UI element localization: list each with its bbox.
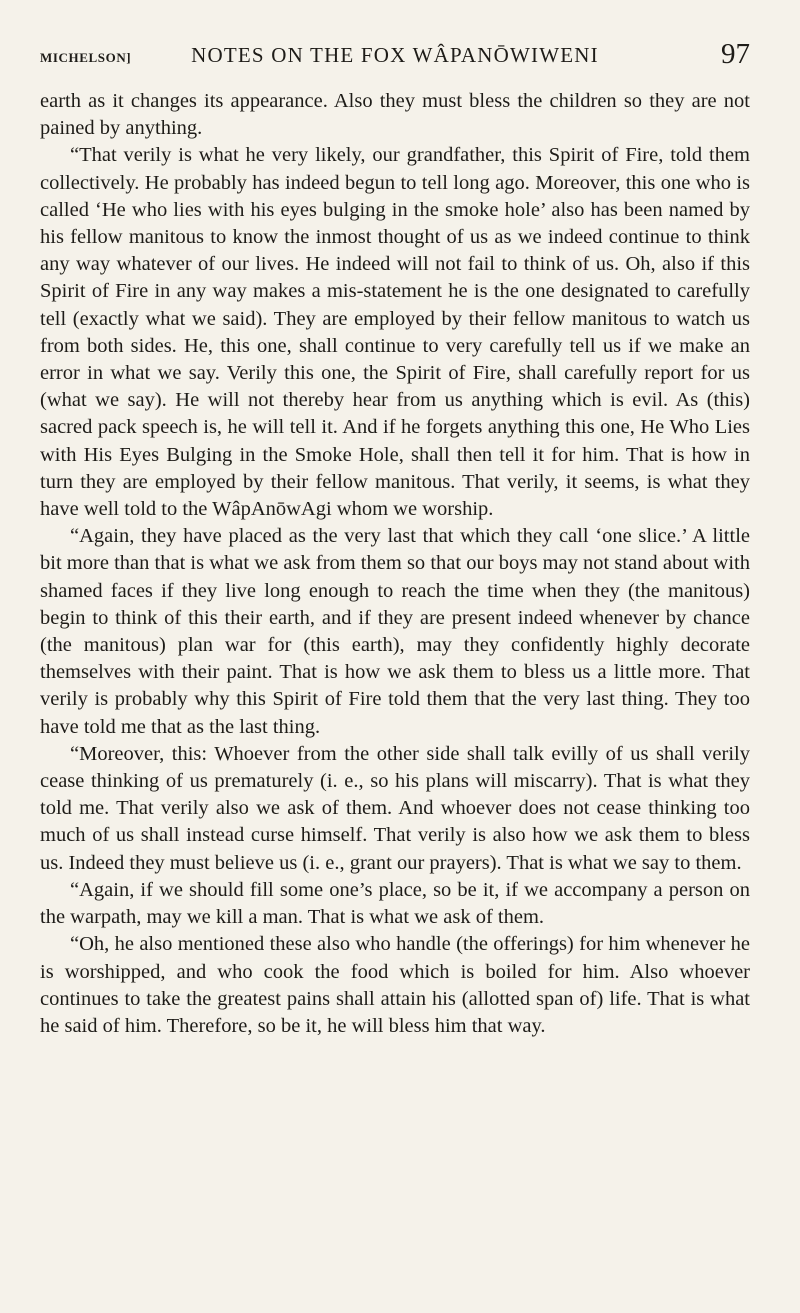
- page-number: 97: [721, 38, 750, 70]
- paragraph: earth as it changes its appearance. Also they must bless the children so they are not pained by anything.: [40, 90, 750, 140]
- paragraph: “Again, they have placed as the very last that which they call ‘one slice.’ A little bit more than that is what we ask from them so that our boys may not stand about with shamed faces if they live long enough to reach the time when they (the manitous) begin to think of this their earth, and if they are present indeed whenever by chance (the manitous) plan war for (this earth), may they confidently highly decorate themselves with their paint. That is how we ask them to bless us a little more. That verily is probably why this Spirit of Fire told them that the very last thing. They too have told me that as the last thing.: [40, 525, 750, 738]
- author-name: MICHELSON]: [40, 50, 132, 65]
- running-title: NOTES ON THE FOX WÂPANŌWIWENI: [191, 43, 599, 67]
- paragraph: “Moreover, this: Whoever from the other side shall talk evilly of us shall verily cease thinking of us prematurely (i. e., so his plans will miscarry). That is what they told me. That verily also we ask of them. And whoever does not cease thinking too much of us shall instead curse himself. That verily is also how we ask them to bless us. Indeed they must believe us (i. e., grant our prayers). That is what we say to them.: [40, 742, 750, 874]
- body-text: [40, 88, 750, 1040]
- paragraph: “Oh, he also mentioned these also who handle (the offerings) for him whenever he is worshipped, and who cook the food which is boiled for him. Also whoever continues to take the greatest pains shall attain his (allotted span of) life. That is what he said of him. Therefore, so be it, he will bless him that way.: [40, 933, 750, 1037]
- paragraph: “Again, if we should fill some one’s place, so be it, if we accompany a person on the warpath, may we kill a man. That is what we ask of them.: [40, 878, 750, 929]
- book-page: [40, 40, 750, 1040]
- running-head: [40, 40, 750, 80]
- paragraph: “That verily is what he very likely, our grandfather, this Spirit of Fire, told them collectively. He probably has indeed begun to tell long ago. Moreover, this one who is called ‘He who lies with his eyes bulging in the smoke hole’ also has been named by his fellow manitous to know the inmost thought of us as we indeed continue to think any way whatever of our lives. He indeed will not fail to think of us. Oh, also if this Spirit of Fire in any way makes a mis-statement he is the one designated to carefully tell (exactly what we said). They are employed by their fellow manitous to watch us from both sides. He, this one, shall continue to very carefully tell us if we make an error in what we say. Verily this one, the Spirit of Fire, shall carefully report for us (what we say). He will not thereby hear from us anything which is evil. As (this) sacred pack speech is, he will tell it. And if he forgets anything this one, He Who Lies with His Eyes Bulging in the Smoke Hole, shall then tell it for him. That is how in turn they are employed by their fellow manitous. That verily, it seems, is what they have well told to the WâpAnōwAgi whom we worship.: [40, 144, 750, 521]
